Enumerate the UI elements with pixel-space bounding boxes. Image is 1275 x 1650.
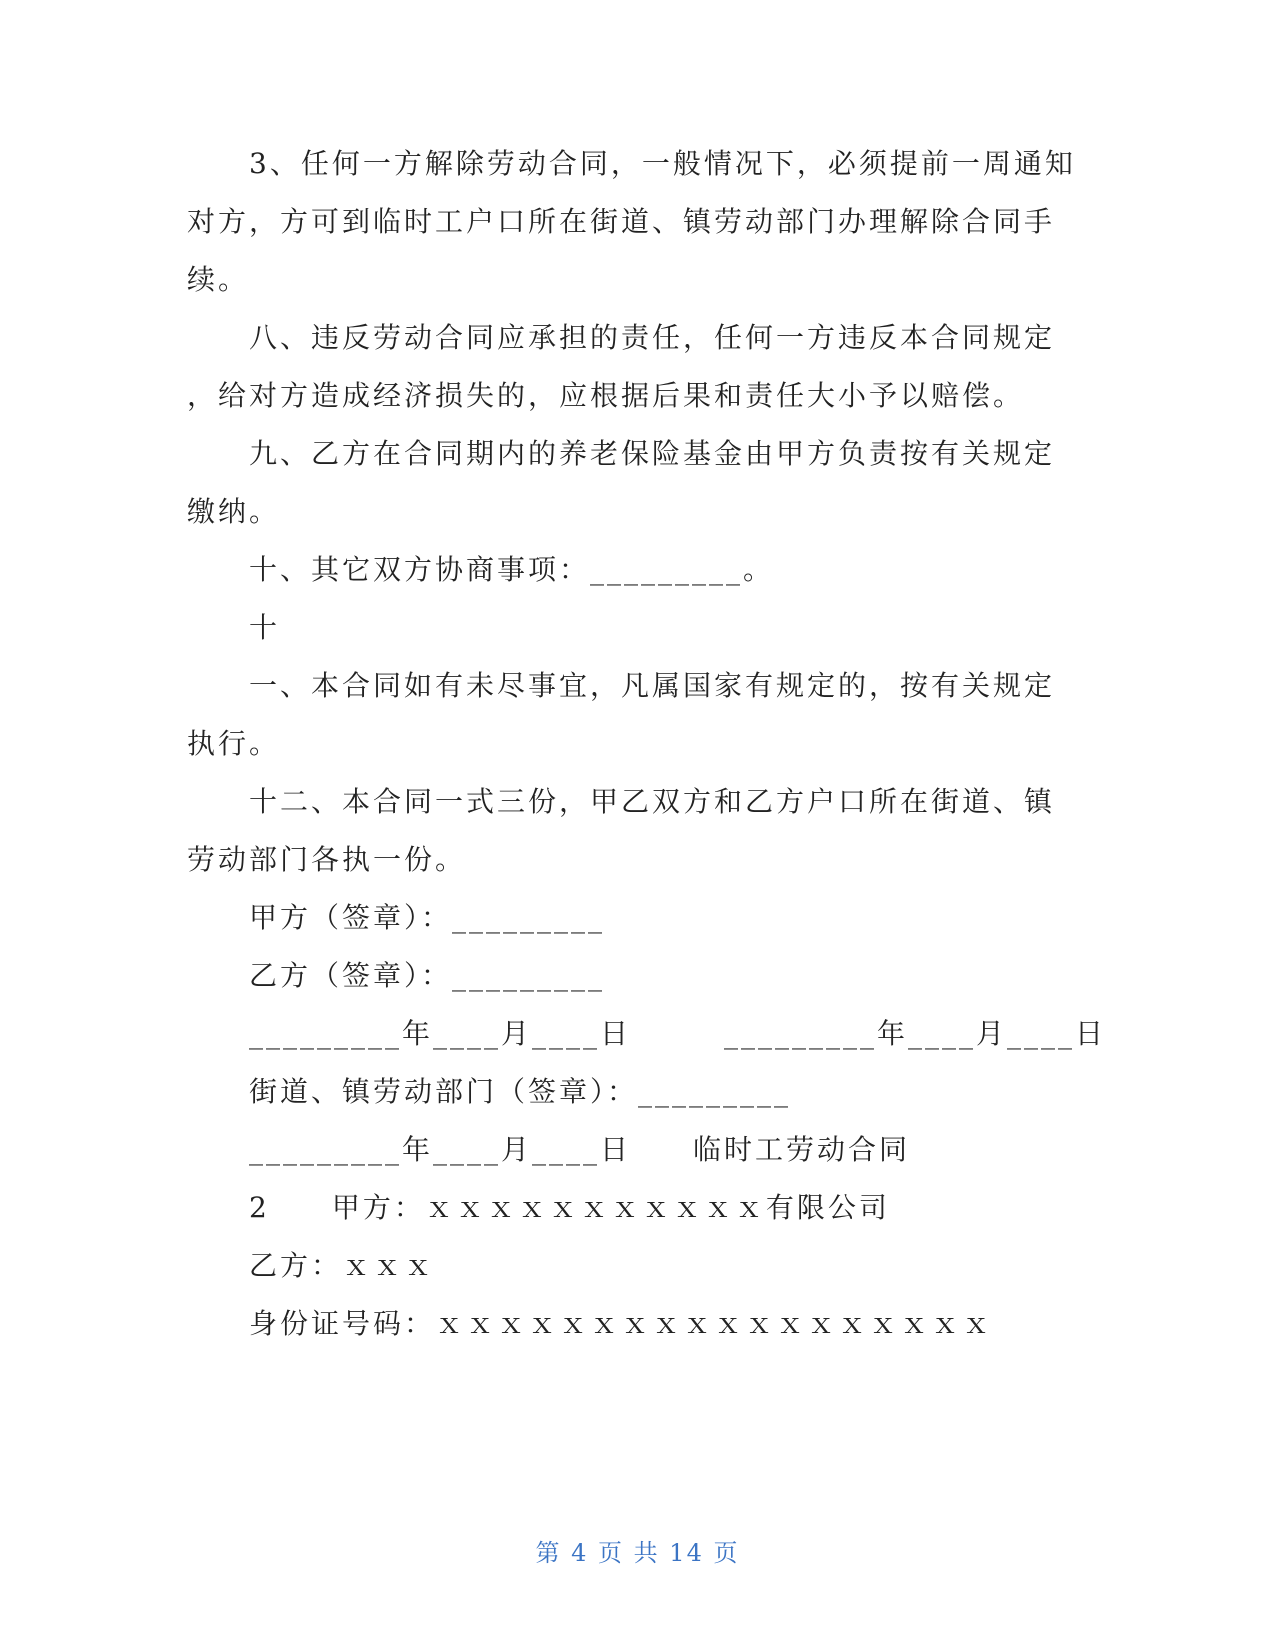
page-footer: 第 4 页 共 14 页: [535, 1539, 740, 1567]
paragraph-line: 十二、本合同一式三份，甲乙双方和乙方户口所在街道、镇: [249, 785, 1056, 818]
date-line: _________年____月____日 临时工劳动合同: [249, 1133, 911, 1166]
party-b-line: 乙方：ｘｘｘ: [249, 1249, 436, 1282]
signature-line-party-a: 甲方（签章）：_________: [249, 901, 606, 934]
paragraph-line: 一、本合同如有未尽事宜，凡属国家有规定的，按有关规定: [249, 669, 1056, 702]
paragraph-line: 续。: [187, 263, 250, 296]
paragraph-line: 3、任何一方解除劳动合同，一般情况下，必须提前一周通知: [249, 147, 1076, 180]
paragraph-line: 十、其它双方协商事项：_________。: [249, 553, 775, 586]
signature-line-party-b: 乙方（签章）：_________: [249, 959, 606, 992]
signature-line-labor-dept: 街道、镇劳动部门（签章）：_________: [249, 1075, 792, 1108]
id-number-line: 身份证号码：ｘｘｘｘｘｘｘｘｘｘｘｘｘｘｘｘｘｘ: [249, 1307, 994, 1340]
paragraph-line: 执行。: [187, 727, 281, 760]
paragraph-line: 八、违反劳动合同应承担的责任，任何一方违反本合同规定: [249, 321, 1056, 354]
paragraph-line: 对方，方可到临时工户口所在街道、镇劳动部门办理解除合同手: [187, 205, 1056, 238]
paragraph-line: 十: [249, 611, 281, 644]
party-a-line: 2 甲方：ｘｘｘｘｘｘｘｘｘｘｘ有限公司: [249, 1191, 890, 1224]
date-line: _________年____月____日 _________年____月____日: [249, 1017, 1107, 1050]
paragraph-line: 缴纳。: [187, 495, 281, 528]
paragraph-line: 劳动部门各执一份。: [187, 843, 467, 876]
paragraph-line: 九、乙方在合同期内的养老保险基金由甲方负责按有关规定: [249, 437, 1056, 470]
paragraph-line: ，给对方造成经济损失的，应根据后果和责任大小予以赔偿。: [187, 379, 1025, 412]
